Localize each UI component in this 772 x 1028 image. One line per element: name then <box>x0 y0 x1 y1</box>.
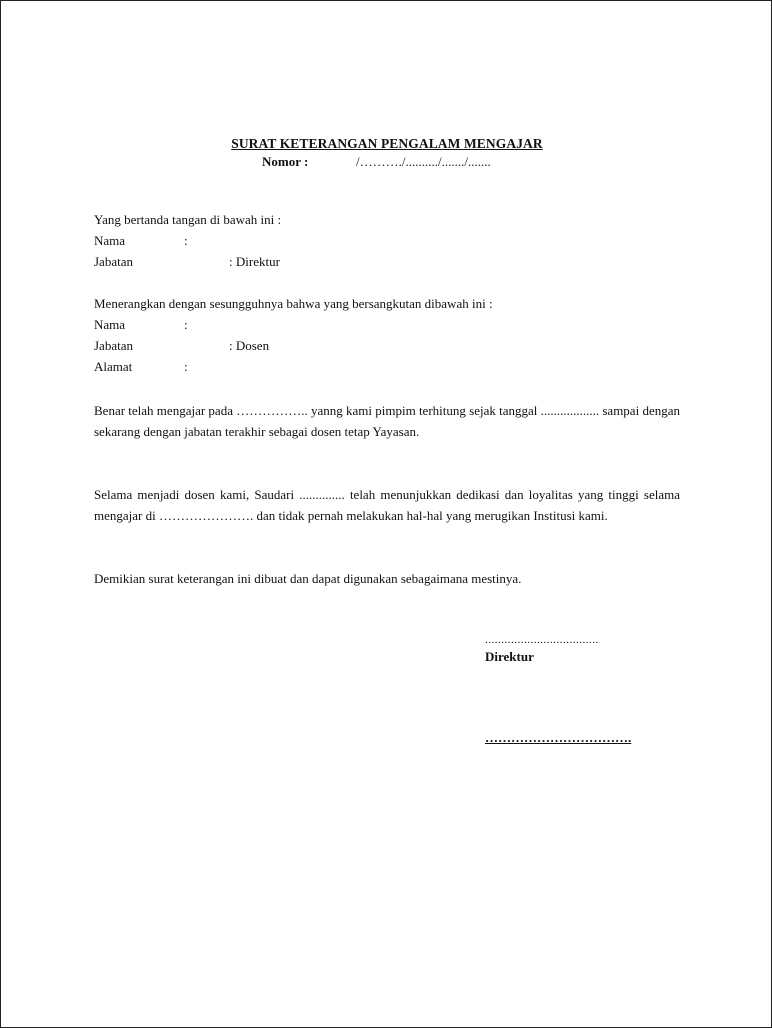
letter-number-label: Nomor : <box>262 154 309 169</box>
subject-name-label: Nama <box>94 317 126 332</box>
signer-intro: Yang bertanda tangan di bawah ini : <box>94 212 282 227</box>
signer-position-row <box>94 254 280 270</box>
signer-name-row <box>94 233 188 249</box>
signer-position-label: Jabatan <box>94 254 133 269</box>
letter-number <box>262 154 491 170</box>
body-paragraph-3: Demikian surat keterangan ini dibuat dan dapat digunakan sebagaimana mestinya. <box>94 571 522 586</box>
subject-name-row <box>94 317 188 333</box>
subject-address-row <box>94 359 188 375</box>
subject-name-colon: : <box>184 317 188 332</box>
signer-position-value: : Direktur <box>229 254 280 269</box>
letter-title: SURAT KETERANGAN PENGALAM MENGAJAR <box>231 136 543 151</box>
signature-name: ……………………………. <box>485 730 632 745</box>
signer-name-label: Nama <box>94 233 126 248</box>
subject-position-label: Jabatan <box>94 338 133 353</box>
signer-name-colon: : <box>184 233 188 248</box>
subject-address-colon: : <box>184 359 188 374</box>
subject-address-label: Alamat <box>94 359 133 374</box>
letter-number-value: /………./........../......./....... <box>356 154 491 169</box>
subject-intro: Menerangkan dengan sesungguhnya bahwa yang bersangkutan dibawah ini : <box>94 296 493 311</box>
signature-place-date: ................................... <box>485 634 599 646</box>
body-paragraph-2: Selama menjadi dosen kami, Saudari .............. telah menunjukkan dedikasi dan loyalitas yang tinggi selama mengajar di …………………. dan tidak pernah melakukan hal-hal yang merugikan Institusi kami. <box>94 487 680 523</box>
subject-position-row <box>94 338 270 354</box>
signature-title: Direktur <box>485 649 534 664</box>
body-paragraph-1: Benar telah mengajar pada …………….. yanng kami pimpim terhitung sejak tanggal .................. sampai dengan sekarang dengan jabatan terakhir sebagai dosen tetap Yayasan. <box>94 403 680 439</box>
subject-position-value: : Dosen <box>229 338 270 353</box>
